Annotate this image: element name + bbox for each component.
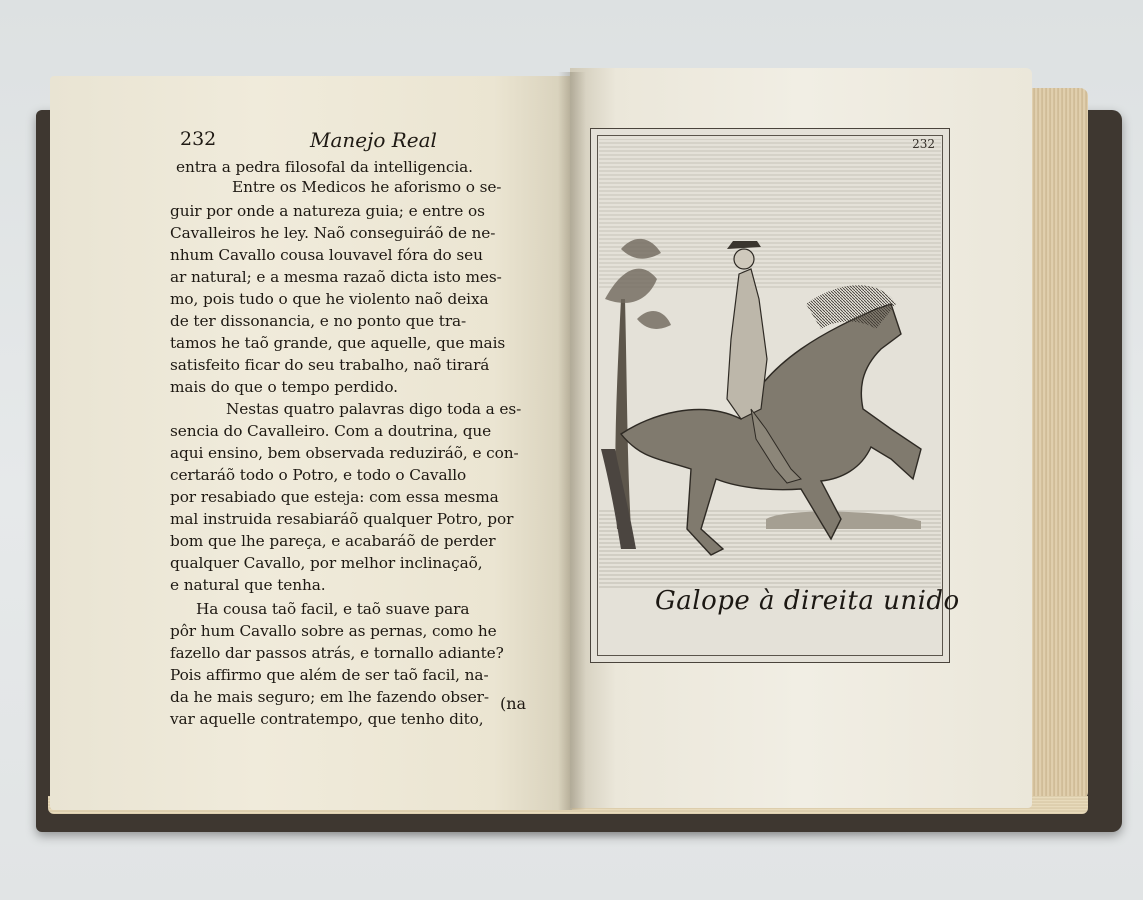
rider-head	[734, 249, 754, 269]
tree-foliage	[637, 311, 671, 329]
text-line: nhum Cavallo cousa louvavel fóra do seu	[170, 246, 483, 264]
text-line: Ha cousa taõ facil, e taõ suave para	[196, 600, 470, 618]
text-line: bom que lhe pareça, e acabaráõ de perder	[170, 532, 496, 550]
rider-body	[727, 269, 767, 419]
text-line: aqui ensino, bem observada reduziráõ, e con-	[170, 444, 519, 462]
text-line: Nestas quatro palavras digo toda a es-	[226, 400, 522, 418]
plate-caption: Galope à direita unido	[655, 586, 960, 616]
text-line: tamos he taõ grande, que aquelle, que mais	[170, 334, 506, 352]
running-head	[180, 128, 540, 158]
text-line: entra a pedra filosofal da intelligencia.	[176, 158, 473, 176]
text-line: certaráõ todo o Potro, e todo o Cavallo	[170, 466, 467, 484]
text-line: por resabiado que esteja: com essa mesma	[170, 488, 499, 506]
text-line: e natural que tenha.	[170, 576, 326, 594]
text-line: mais do que o tempo perdido.	[170, 378, 398, 396]
text-line: de ter dissonancia, e no ponto que tra-	[170, 312, 467, 330]
running-title: Manejo Real	[310, 128, 437, 152]
text-line: mo, pois tudo o que he violento naõ deixa	[170, 290, 489, 308]
catchword: (na	[500, 694, 527, 713]
text-line: satisfeito ficar do seu trabalho, naõ tirará	[170, 356, 490, 374]
text-line: Cavalleiros he ley. Naõ conseguiráõ de ne-	[170, 224, 496, 242]
text-line: qualquer Cavallo, por melhor inclinaçaõ,	[170, 554, 483, 572]
sky-hatching	[599, 139, 941, 289]
text-line: ar natural; e a mesma razaõ dicta isto mes-	[170, 268, 502, 286]
text-line: mal instruida resabiaráõ qualquer Potro, por	[170, 510, 514, 528]
text-line: guir por onde a natureza guia; e entre os	[170, 202, 485, 220]
text-line: sencia do Cavalleiro. Com a doutrina, que	[170, 422, 492, 440]
book-gutter	[558, 72, 586, 810]
page-number: 232	[180, 128, 217, 150]
text-line: fazello dar passos atrás, e tornallo adiante?	[170, 644, 504, 662]
text-line: var aquelle contratempo, que tenho dito,	[170, 710, 484, 728]
text-line: da he mais seguro; em lhe fazendo obser-	[170, 688, 489, 706]
horse-rider-engraving	[591, 129, 949, 662]
text-line: Pois affirmo que além de ser taõ facil, na-	[170, 666, 489, 684]
text-line: Entre os Medicos he aforismo o se-	[232, 178, 502, 196]
text-line: pôr hum Cavallo sobre as pernas, como he	[170, 622, 497, 640]
text-block	[170, 156, 538, 728]
engraved-plate	[590, 128, 950, 663]
